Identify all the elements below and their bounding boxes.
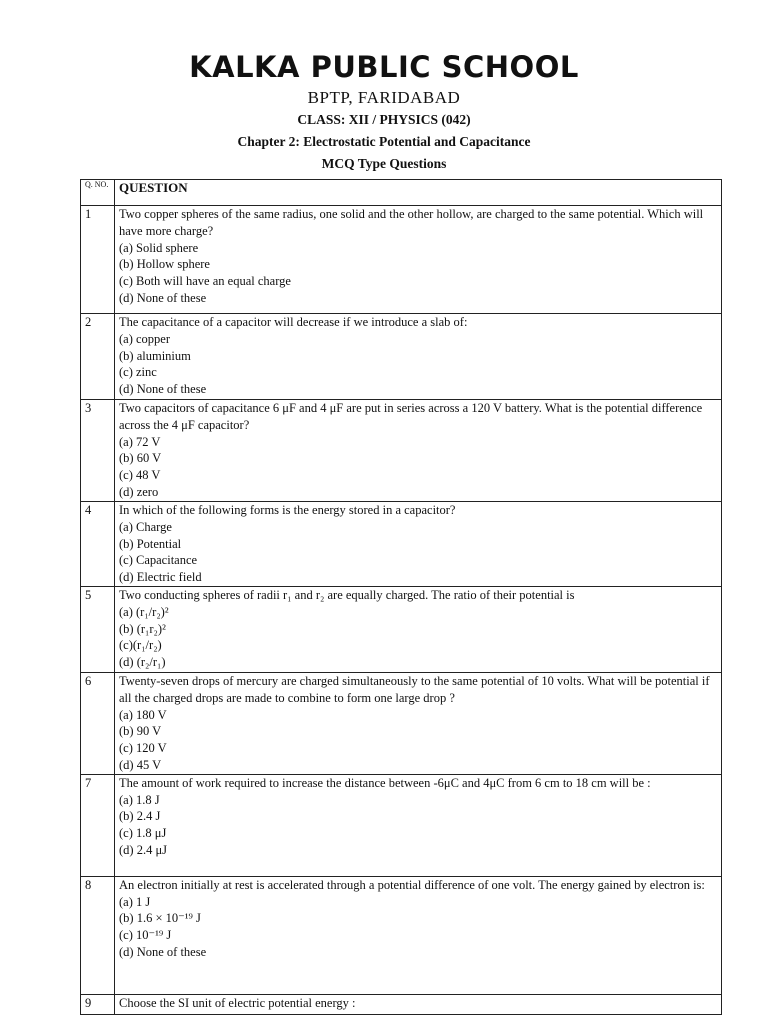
answer-option: (c)(r₁/r₂) — [119, 638, 162, 653]
answer-option: (a) copper — [119, 331, 171, 346]
answer-option: (d) 45 V — [119, 757, 162, 772]
col-header-number: Q. NO. — [81, 180, 115, 206]
question-text: Two conducting spheres of radii r₁ and r₂ are equally charged. The ratio of their potential is — [119, 587, 575, 602]
answer-option: (c) 10⁻¹⁹ J — [119, 928, 172, 943]
question-cell — [115, 502, 722, 587]
answer-option: (a) 72 V — [119, 434, 161, 449]
question-text: Two copper spheres of the same radius, one solid and the other hollow, are charged to the same potential. Which will have more charge? — [119, 207, 704, 238]
answer-option: (b) 2.4 J — [119, 809, 161, 824]
question-number: 7 — [81, 774, 115, 876]
table-row — [81, 314, 722, 400]
answer-option: (d) None of these — [119, 944, 207, 959]
answer-option: (a) Charge — [119, 519, 172, 534]
answer-option: (c) 48 V — [119, 468, 161, 483]
answer-option: (c) zinc — [119, 365, 157, 380]
table-row — [81, 206, 722, 314]
answer-option: (a) 1 J — [119, 894, 151, 909]
question-table — [80, 179, 722, 1015]
question-type: MCQ Type Questions — [321, 156, 447, 171]
table-row — [81, 586, 722, 672]
answer-option: (d) 2.4 μJ — [119, 842, 168, 857]
answer-option: (b) aluminium — [119, 348, 191, 363]
school-location: BPTP, FARIDABAD — [307, 88, 461, 107]
question-text: Two capacitors of capacitance 6 μF and 4 μF are put in series across a 120 V battery. What is the potential difference across the 4 μF capacitor? — [119, 401, 703, 432]
answer-option: (c) 1.8 μJ — [119, 826, 167, 841]
answer-option: (a) 1.8 J — [119, 792, 160, 807]
question-number: 2 — [81, 314, 115, 400]
question-cell — [115, 314, 722, 400]
question-text: An electron initially at rest is accelerated through a potential difference of one volt. The energy gained by electron is: — [119, 877, 705, 892]
chapter-title: Chapter 2: Electrostatic Potential and Capacitance — [237, 134, 531, 149]
question-cell — [115, 876, 722, 994]
answer-option: (c) Both will have an equal charge — [119, 274, 291, 289]
school-title: KALKA PUBLIC SCHOOL — [189, 50, 579, 84]
question-number: 4 — [81, 502, 115, 587]
question-text: Twenty-seven drops of mercury are charged simultaneously to the same potential of 10 volts. What will be potential if all the charged drops are made to combine to form one large drop ? — [119, 673, 710, 705]
question-cell — [115, 400, 722, 502]
col-header-question: QUESTION — [115, 180, 722, 206]
answer-option: (a) (r₁/r₂)² — [119, 604, 169, 619]
answer-option: (b) (r₁r₂)² — [119, 621, 166, 636]
question-cell — [115, 586, 722, 672]
answer-option: (b) Hollow sphere — [119, 257, 210, 272]
table-row — [81, 774, 722, 876]
answer-option: (b) Potential — [119, 536, 182, 551]
table-row — [81, 400, 722, 502]
question-number: 6 — [81, 672, 115, 774]
question-cell — [115, 774, 722, 876]
answer-option: (d) None of these — [119, 290, 207, 305]
question-number: 1 — [81, 206, 115, 314]
answer-option: (d) (r₂/r₁) — [119, 655, 166, 670]
question-cell — [115, 672, 722, 774]
answer-option: (d) zero — [119, 484, 159, 499]
table-row — [81, 994, 722, 1014]
answer-option: (d) Electric field — [119, 570, 202, 585]
answer-option: (a) Solid sphere — [119, 240, 199, 255]
question-number: 5 — [81, 586, 115, 672]
table-row — [81, 502, 722, 587]
question-cell — [115, 994, 722, 1014]
question-number: 9 — [81, 994, 115, 1014]
table-row — [81, 672, 722, 774]
question-text: The capacitance of a capacitor will decrease if we introduce a slab of: — [119, 315, 468, 329]
answer-option: (d) None of these — [119, 382, 207, 397]
answer-option: (c) 120 V — [119, 741, 167, 756]
answer-option: (b) 90 V — [119, 724, 162, 739]
table-header-row — [81, 180, 722, 206]
answer-option: (b) 60 V — [119, 451, 162, 466]
answer-option: (c) Capacitance — [119, 553, 198, 568]
answer-option: (a) 180 V — [119, 707, 167, 722]
question-text: Choose the SI unit of electric potential energy : — [119, 995, 356, 1010]
table-row — [81, 876, 722, 994]
question-cell — [115, 206, 722, 314]
question-text: The amount of work required to increase the distance between -6μC and 4μC from 6 cm to 18 cm will be : — [119, 775, 651, 790]
answer-option: (b) 1.6 × 10⁻¹⁹ J — [119, 911, 201, 926]
question-number: 3 — [81, 400, 115, 502]
question-text: In which of the following forms is the energy stored in a capacitor? — [119, 503, 456, 517]
question-number: 8 — [81, 876, 115, 994]
class-line: CLASS: XII / PHYSICS (042) — [297, 112, 471, 127]
